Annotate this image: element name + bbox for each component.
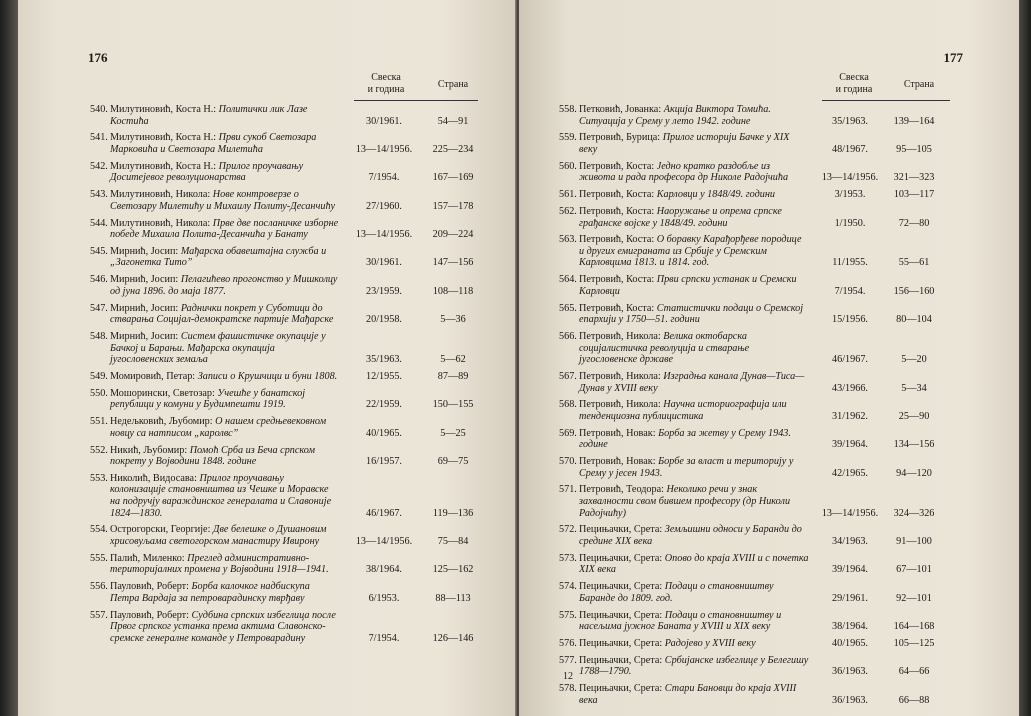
entry-author: Мирнић, Јосип:: [110, 331, 181, 342]
entry-number: 568.: [559, 399, 577, 411]
entry-title: Борбе за власт и територију у Срему у јесен 1943.: [579, 456, 794, 479]
entry-text: [559, 371, 809, 394]
entry-author: Петровић, Никола:: [579, 399, 664, 411]
entry-pages: 54—91: [437, 115, 469, 127]
entry-author: Милутиновић, Коста Н.:: [110, 104, 219, 115]
entry-volume: 43/1966.: [832, 382, 868, 394]
entry-text: [559, 206, 809, 229]
entry-text: [559, 610, 809, 633]
entry-author: Пецињачки, Срета:: [579, 654, 665, 666]
entry-number: 549.: [90, 370, 108, 382]
list-item: [90, 416, 490, 439]
entry-title: Нове контроверзе о Светозару Милетићу и Михаилу Политу-Десанчићу: [110, 189, 336, 212]
header-rule: [822, 100, 950, 101]
entry-pages: 5—36: [440, 314, 466, 326]
entry-text: [90, 104, 340, 127]
entry-number: 543.: [90, 189, 108, 201]
entry-volume: 7/1954.: [368, 172, 400, 184]
entry-title: Наоружање и опрема српске грађанске војске у 1848/49. години: [579, 205, 782, 229]
entry-number: 560.: [559, 160, 577, 172]
entry-title: Први српски устанак и Сремски Карловци: [579, 274, 797, 297]
entry-author: Мошорински, Светозар:: [110, 387, 218, 399]
entry-title: Акција Виктора Томића. Ситуација у Срему у лето 1942. године: [579, 104, 771, 127]
entry-text: [90, 416, 340, 439]
entry-pages: 95—105: [896, 143, 932, 155]
entry-number: 548.: [90, 331, 108, 342]
entry-title: Учешће у банатској републици у комуни у Будимпешти 1919.: [110, 387, 306, 411]
entry-text: [90, 246, 340, 269]
entry-volume: 1/1950.: [834, 217, 866, 229]
list-item: [90, 581, 490, 604]
entry-title: Раднички покрет у Суботици до стварања Социјал-демократске партије Мађарске: [110, 302, 334, 326]
entry-volume: 6/1953.: [368, 592, 400, 604]
entry-author: Пауловић, Роберт:: [110, 609, 192, 621]
entry-title: О боравку Карађорђеве породице и других емиграната из Србије у Сремским Карловцима 1813. и 1814. год.: [579, 234, 802, 269]
entry-number: 567.: [559, 370, 577, 382]
signature-mark: 12: [563, 671, 573, 682]
list-item: [90, 610, 490, 645]
entry-text: [559, 399, 809, 422]
entry-author: Пецињачки, Срета:: [579, 581, 665, 593]
list-item: [559, 484, 959, 519]
entry-author: Момировић, Петар:: [110, 370, 198, 382]
entry-title: Неколико речи у знак захвалности свом бившем професору (др Николи Радојчићу): [579, 484, 791, 519]
page-number: 177: [943, 50, 963, 65]
entry-text: [90, 581, 340, 604]
entry-number: 569.: [559, 427, 577, 439]
entry-volume: 13—14/1956.: [821, 507, 879, 519]
book-edge-right: [1019, 0, 1031, 716]
entry-author: Пецињачки, Срета:: [579, 524, 665, 536]
entry-author: Петровић, Новак:: [579, 427, 659, 439]
entry-pages: 5—34: [901, 382, 927, 394]
entry-number: 545.: [90, 245, 108, 257]
entry-number: 556.: [90, 581, 108, 593]
entry-title: Преглед административно-територијалних промена у Војводини 1918—1941.: [110, 552, 329, 576]
header-rule: [354, 100, 478, 101]
entry-text: [559, 655, 809, 678]
entry-number: 547.: [90, 302, 108, 314]
entry-text: [559, 428, 809, 451]
entry-author: Никић, Љубомир:: [110, 444, 190, 456]
entry-title: Карловци у 1848/49. години: [656, 189, 775, 201]
entry-pages: 225—234: [432, 143, 474, 155]
entry-number: 565.: [559, 302, 577, 314]
list-item: [559, 581, 959, 604]
page-number: 176: [88, 50, 108, 65]
entry-number: 573.: [559, 552, 577, 564]
entry-author: Петровић, Коста:: [579, 274, 657, 286]
entry-author: Пауловић, Роберт:: [110, 581, 192, 593]
entry-title: Радојево у XVIII веку: [664, 637, 756, 649]
entry-title: Политички лик Лазе Костића: [110, 104, 308, 127]
entry-number: 577.: [559, 654, 577, 666]
entry-volume: 12/1955.: [366, 370, 402, 382]
entry-text: [90, 161, 340, 184]
entry-pages: 87—89: [437, 370, 469, 382]
entry-pages: 119—136: [432, 507, 474, 519]
entry-number: 559.: [559, 132, 577, 144]
entry-number: 540.: [90, 104, 108, 115]
entry-pages: 72—80: [898, 217, 930, 229]
entry-author: Милутиновић, Коста Н.:: [110, 160, 219, 172]
entry-volume: 34/1963.: [832, 536, 868, 548]
header-volume: Свеска и година: [835, 72, 873, 95]
entry-volume: 20/1958.: [366, 314, 402, 326]
header-page: Страна: [903, 79, 935, 90]
entry-author: Мирнић, Јосип:: [110, 245, 181, 257]
entry-author: Палић, Миленко:: [110, 552, 188, 564]
entry-text: [90, 553, 340, 576]
entry-number: 557.: [90, 609, 108, 621]
entry-volume: 30/1961.: [366, 257, 402, 269]
entry-volume: 46/1967.: [832, 354, 868, 366]
entry-volume: 13—14/1956.: [355, 143, 413, 155]
entry-text: [90, 388, 340, 411]
entry-text: [559, 303, 809, 326]
entry-volume: 7/1954.: [368, 632, 400, 644]
entry-pages: 5—20: [901, 354, 927, 366]
entry-title: Помоћ Срба из Беча српском покрету у Војводини 1848. године: [110, 444, 315, 468]
entry-number: 550.: [90, 387, 108, 399]
entry-title: Опово до краја XVIII и с почетка XIX века: [579, 552, 809, 576]
entry-author: Мирнић, Јосип:: [110, 274, 181, 286]
entry-text: [90, 610, 340, 645]
list-item: [90, 218, 490, 241]
entry-author: Петровић, Коста:: [579, 160, 657, 172]
entry-title: Велика октобарска социјалистичка револуција и стварање југословенске државе: [579, 331, 750, 366]
entry-pages: 5—62: [440, 354, 466, 366]
entry-title: Стари Бановци до краја XVIII века: [579, 683, 797, 706]
entry-title: Прилог проучавању Доситејевог револуционарства: [110, 160, 304, 184]
entry-number: 562.: [559, 205, 577, 217]
bibliography-list: [90, 104, 490, 650]
left-page: [18, 0, 517, 716]
list-item: [90, 274, 490, 297]
entry-text: [559, 683, 809, 706]
entry-text: [90, 331, 340, 366]
entry-volume: 36/1963.: [832, 694, 868, 706]
entry-volume: 22/1959.: [366, 399, 402, 411]
header-volume: Свеска и година: [367, 72, 405, 95]
entry-pages: 147—156: [432, 257, 474, 269]
list-item: [559, 234, 959, 269]
entry-text: [559, 331, 809, 366]
entry-author: Петровић, Бурица:: [579, 132, 663, 144]
entry-volume: 40/1965.: [366, 427, 402, 439]
list-item: [90, 104, 490, 127]
entry-number: 544.: [90, 217, 108, 229]
entry-author: Петровић, Никола:: [579, 370, 664, 382]
entry-volume: 3/1953.: [834, 189, 866, 201]
list-item: [559, 456, 959, 479]
entry-pages: 156—160: [893, 285, 935, 297]
entry-volume: 48/1967.: [832, 143, 868, 155]
list-item: [90, 553, 490, 576]
entry-number: 575.: [559, 609, 577, 621]
entry-number: 563.: [559, 234, 577, 246]
entry-title: Први сукоб Светозара Марковића и Светозара Милетића: [110, 132, 317, 155]
entry-pages: 167—169: [432, 172, 474, 184]
entry-number: 546.: [90, 274, 108, 286]
list-item: [90, 371, 490, 383]
entry-author: Петковић, Јованка:: [579, 104, 664, 115]
entry-number: 566.: [559, 331, 577, 342]
entry-pages: 126—146: [432, 632, 474, 644]
entry-volume: 30/1961.: [366, 115, 402, 127]
entry-pages: 88—113: [435, 592, 471, 604]
entry-text: [559, 581, 809, 604]
bibliography-list: [559, 104, 959, 711]
entry-number: 541.: [90, 132, 108, 144]
entry-author: Мирнић, Јосип:: [110, 302, 181, 314]
entry-pages: 94—120: [896, 467, 932, 479]
entry-title: Борба калочког надбискупа Петра Вардаја за петроварадинску тврђаву: [110, 581, 310, 604]
entry-text: [559, 456, 809, 479]
entry-number: 564.: [559, 274, 577, 286]
entry-title: Прилог проучавању колонизације становништва из Чешке и Моравске на подручју вараждинског генералата и Славоније 1824—1830.: [110, 472, 332, 519]
entry-volume: 13—14/1956.: [355, 229, 413, 241]
entry-title: Систем фашистичке окупације у Бачкој и Барањи. Мађарска окупација југословенских земаља: [110, 331, 326, 366]
entry-volume: 13—14/1956.: [355, 536, 413, 548]
entry-pages: 324—326: [893, 507, 935, 519]
entry-volume: 23/1959.: [366, 285, 402, 297]
entry-pages: 5—25: [440, 427, 466, 439]
entry-pages: 164—168: [893, 621, 935, 633]
book-edge-left: [0, 0, 18, 716]
entry-volume: 31/1962.: [832, 410, 868, 422]
entry-author: Острогорски, Георгије:: [110, 524, 213, 536]
entry-pages: 69—75: [437, 456, 469, 468]
list-item: [559, 524, 959, 547]
entry-author: Петровић, Коста:: [579, 189, 657, 201]
entry-title: Подаци о становништву Баранде до 1809. год.: [579, 581, 774, 604]
list-item: [90, 161, 490, 184]
entry-author: Пецињачки, Срета:: [579, 552, 665, 564]
entry-volume: 15/1956.: [832, 314, 868, 326]
entry-title: Једно кратко раздобље из живота и рада професора др Николе Радојчића: [579, 160, 789, 184]
entry-author: Милутиновић, Никола:: [110, 189, 213, 201]
list-item: [90, 132, 490, 155]
entry-volume: 16/1957.: [366, 456, 402, 468]
list-item: [559, 655, 959, 678]
entry-pages: 105—125: [893, 637, 935, 649]
entry-pages: 25—90: [898, 410, 930, 422]
entry-text: [559, 274, 809, 297]
entry-author: Петровић, Коста:: [579, 234, 657, 246]
entry-title: Две белешке о Душановим хрисовуљама светогорском манастиру Ивирону: [110, 524, 327, 548]
list-item: [559, 428, 959, 451]
entry-pages: 321—323: [893, 172, 935, 184]
entry-title: Мађарска обавештајна служба и „Загонетка Тито”: [110, 245, 327, 269]
entry-pages: 67—101: [896, 564, 932, 576]
entry-author: Милутиновић, Коста Н.:: [110, 132, 219, 144]
entry-number: 576.: [559, 637, 577, 649]
list-item: [559, 104, 959, 127]
entry-number: 570.: [559, 456, 577, 468]
entry-number: 571.: [559, 484, 577, 496]
entry-volume: 29/1961.: [832, 592, 868, 604]
list-item: [559, 206, 959, 229]
entry-volume: 46/1967.: [366, 507, 402, 519]
entry-volume: 42/1965.: [832, 467, 868, 479]
entry-text: [559, 638, 809, 650]
entry-pages: 55—61: [898, 257, 930, 269]
entry-pages: 134—156: [893, 439, 935, 451]
header-page: Страна: [437, 79, 469, 90]
entry-number: 558.: [559, 104, 577, 115]
entry-title: Статистички подаци о Сремској епархији у 1750—51. години: [579, 302, 804, 326]
entry-volume: 40/1965.: [832, 637, 868, 649]
entry-author: Петровић, Новак:: [579, 456, 659, 468]
list-item: [90, 388, 490, 411]
entry-text: [90, 445, 340, 468]
entry-volume: 27/1960.: [366, 200, 402, 212]
entry-number: 561.: [559, 189, 577, 201]
entry-title: Пелагићево прогонство у Мишколцу од јуна 1896. до маја 1877.: [110, 274, 338, 297]
entry-pages: 157—178: [432, 200, 474, 212]
entry-pages: 150—155: [432, 399, 474, 411]
entry-volume: 7/1954.: [834, 285, 866, 297]
entry-text: [559, 484, 809, 519]
entry-text: [90, 303, 340, 326]
entry-author: Недељковић, Љубомир:: [110, 416, 216, 428]
entry-volume: 39/1964.: [832, 564, 868, 576]
list-item: [90, 246, 490, 269]
entry-author: Милутиновић, Никола:: [110, 217, 213, 229]
entry-author: Пецињачки, Срета:: [579, 683, 665, 695]
entry-pages: 91—100: [896, 536, 932, 548]
entry-number: 552.: [90, 444, 108, 456]
entry-text: [559, 234, 809, 269]
entry-text: [559, 161, 809, 184]
entry-pages: 125—162: [432, 564, 474, 576]
entry-author: Николић, Видосава:: [110, 472, 200, 484]
entry-text: [90, 132, 340, 155]
entry-number: 551.: [90, 416, 108, 428]
entry-volume: 38/1964.: [832, 621, 868, 633]
entry-author: Пецињачки, Срета:: [579, 609, 665, 621]
entry-title: Србијанске избеглице у Белегишу 1788—1790.: [579, 654, 809, 678]
list-item: [559, 303, 959, 326]
list-item: [90, 331, 490, 366]
entry-volume: 13—14/1956.: [821, 172, 879, 184]
right-page: [519, 0, 1019, 716]
entry-text: [90, 524, 340, 547]
entry-pages: 209—224: [432, 229, 474, 241]
entry-number: 553.: [90, 472, 108, 484]
entry-pages: 66—88: [898, 694, 930, 706]
entry-title: Земљишни односи у Баранди до средине XIX века: [579, 524, 802, 548]
entry-title: Подаци о становништву и насељима јужног Баната у XVIII и XIX веку: [579, 609, 782, 633]
entry-volume: 11/1955.: [832, 257, 868, 269]
entry-number: 574.: [559, 581, 577, 593]
entry-number: 555.: [90, 552, 108, 564]
entry-number: 554.: [90, 524, 108, 536]
list-item: [90, 303, 490, 326]
entry-title: Судбина српских избеглица после Првог српског устанка према актима Славонско-сремске генералне команде у Петроварадину: [110, 609, 336, 644]
entry-author: Петровић, Никола:: [579, 331, 664, 342]
entry-text: [90, 371, 340, 383]
entry-pages: 64—66: [898, 666, 930, 678]
entry-volume: 35/1963.: [832, 115, 868, 127]
list-item: [90, 445, 490, 468]
entry-number: 578.: [559, 683, 577, 695]
list-item: [90, 189, 490, 212]
list-item: [559, 371, 959, 394]
entry-pages: 92—101: [896, 592, 932, 604]
entry-title: Изградња канала Дунав—Тиса—Дунав у XVIII веку: [579, 370, 805, 394]
entry-pages: 75—84: [437, 536, 469, 548]
list-item: [559, 161, 959, 184]
entry-text: [90, 274, 340, 297]
entry-pages: 108—118: [432, 285, 474, 297]
list-item: [559, 553, 959, 576]
entry-author: Петровић, Коста:: [579, 205, 657, 217]
entry-text: [559, 524, 809, 547]
list-item: [559, 274, 959, 297]
entry-title: Записи о Крушчици и буни 1808.: [197, 370, 338, 382]
list-item: [90, 473, 490, 519]
entry-text: [90, 189, 340, 212]
entry-number: 572.: [559, 524, 577, 536]
entry-title: Прве две посланичке изборне победе Михаила Полита-Десанчића у Банату: [110, 217, 339, 241]
entry-volume: 36/1963.: [832, 666, 868, 678]
list-item: [559, 638, 959, 650]
entry-title: О нашем средњевековном новцу са натписом „каролвс”: [110, 416, 327, 439]
entry-author: Петровић, Теодора:: [579, 484, 667, 496]
entry-author: Пецињачки, Срета:: [579, 637, 665, 649]
entry-volume: 39/1964.: [832, 439, 868, 451]
list-item: [559, 399, 959, 422]
entry-text: [559, 104, 809, 127]
entry-text: [90, 218, 340, 241]
entry-pages: 103—117: [893, 189, 935, 201]
list-item: [559, 610, 959, 633]
entry-title: Борба за жетву у Срему 1943. године: [579, 427, 791, 451]
entry-pages: 80—104: [896, 314, 932, 326]
entry-number: 542.: [90, 160, 108, 172]
entry-title: Научна историографија или тенденциозна публицистика: [579, 399, 787, 422]
entry-text: [559, 189, 809, 201]
list-item: [559, 683, 959, 706]
list-item: [90, 524, 490, 547]
entry-text: [559, 553, 809, 576]
entry-pages: 139—164: [893, 115, 935, 127]
list-item: [559, 189, 959, 201]
entry-volume: 38/1964.: [366, 564, 402, 576]
entry-title: Прилог историји Бачке у XIX веку: [579, 132, 790, 155]
entry-text: [90, 473, 340, 519]
list-item: [559, 132, 959, 155]
list-item: [559, 331, 959, 366]
entry-text: [559, 132, 809, 155]
entry-volume: 35/1963.: [366, 354, 402, 366]
entry-author: Петровић, Коста:: [579, 302, 657, 314]
